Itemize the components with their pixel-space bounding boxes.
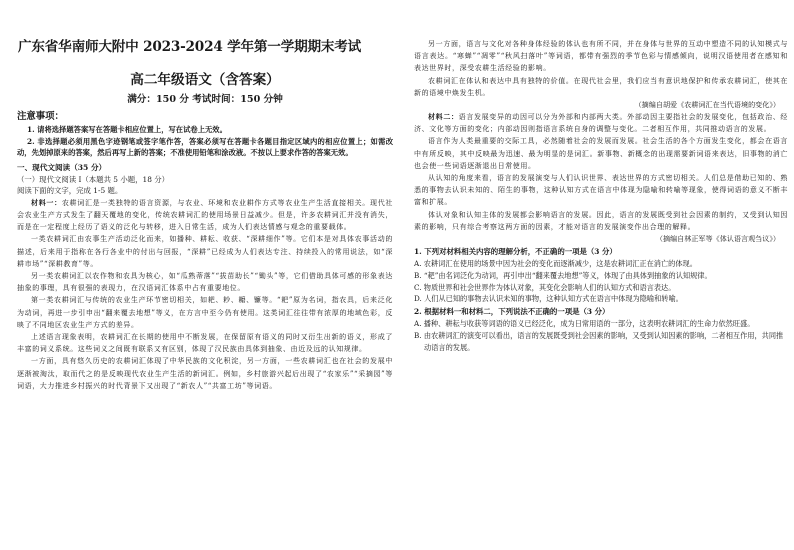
section-sub-heading: （一）现代文阅读 I（本题共 5 小题，18 分） — [17, 174, 170, 184]
note-item: 2. 非选择题必须用黑色字迹钢笔或签字笔作答，答案必须写在答题卡各题目指定区域内的相应位置上；如需改动，先划掉原来的答案，然后再写上新的答案；不准使用铅笔和涂改液。不按以上要求作答的答案无效。 — [17, 136, 393, 158]
material1-label: 材料一： — [31, 197, 62, 207]
material2-paragraph: 从认知的角度来看，语言的发展演变与人们认识世界、表达世界的方式密切相关。人们总是借助已知的、熟悉的事物去认识未知的、陌生的事物，这种认知方式在语言中体现为隐喻和转喻等现象，使得词语的意义不断丰富和扩展。 — [414, 174, 788, 207]
material2-paragraph — [414, 111, 788, 135]
question-stem: 1. 下列对材料相关内容的理解分析，不正确的一项是（3 分） — [414, 247, 617, 257]
exam-title: 广东省华南师大附中 2023-2024 学年第一学期期末考试 — [18, 39, 362, 55]
material1-paragraph — [17, 197, 393, 234]
notes-heading: 注意事项： — [17, 111, 64, 122]
note-item: 1. 请将选择题答案写在答题卡相应位置上，写在试卷上无效。 — [27, 125, 227, 134]
material1-paragraph: 另一方面，语言与文化对各种身体经验的体认也有所不同，并在身体与世界的互动中塑造不同的认知模式与语言表达。“寒蝉”“凋零”“秋风扫落叶”等词语，都带有强烈的季节色彩与情感倾向，说明汉语使用者在感知和表达世界时，深受农耕生活经验的影响。 — [414, 40, 788, 73]
material2-paragraph: 体认对象和认知主体的发展都会影响语言的发展。因此，语言的发展既受到社会因素的制约，又受到认知因素的影响，只有综合考察这两方面的因素，才能对语言的发展演变作出合理的解释。 — [414, 210, 788, 231]
material1-text: 农耕词汇是一类独特的语言资源，与农业、环境和农业耕作方式等农业生产生活直接相关。现代社会农业生产方式发生了翻天覆地的变化，传统农耕词汇的使用场景日益减少。但是，许多农耕词汇并没有消失，而是在一定程度上经历了语义的泛化与转移，进入日常生活，成为人们表达情感与观念的重要载体。 — [17, 198, 393, 232]
material2-text: 语言发展变异的动因可以分为外部和内部两大类。外部动因主要指社会的发展变化，包括政治、经济、文化等方面的变化；内部动因则指语言系统自身的调整与变化。二者相互作用，共同推动语言的发展。 — [414, 113, 788, 134]
section-instruction: 阅读下面的文字，完成 1-5 题。 — [17, 186, 123, 196]
source-citation: （摘编自林正军等《体认语言观刍议》） — [655, 234, 780, 244]
source-citation: （摘编自胡爱《农耕词汇在当代语境的变化》） — [634, 100, 780, 110]
exam-subtitle: 高二年级语文（含答案） — [130, 72, 280, 88]
material1-paragraph: 一方面，具有悠久历史的农耕词汇体现了中华民族的文化积淀，另一方面，一些农耕词汇也在社会的发展中逐渐被淘汰，取而代之的是反映现代农业生产生活的新词汇。例如，乡村旅游兴起后出现了“农家乐”“采摘园”等词语，大力推进乡村振兴的时代背景下又出现了“新农人”“共富工坊”等词语。 — [17, 357, 393, 390]
material1-paragraph: 上述语言现象表明，农耕词汇在长期的使用中不断发展，在保留原有语义的同时又衍生出新的语义，形成了丰富的词义系统。这些词义之间既有联系又有区别，体现了汉民族由具体到抽象、由近及远的认知规律。 — [17, 333, 393, 354]
question-option: A. 播种、耕耘与收获等词语的语义已经泛化，成为日常用语的一部分，这表明农耕词汇的生命力依然旺盛。 — [414, 319, 755, 329]
question-option: D. 人们从已知的事物去认识未知的事物，这种认知方式在语言中体现为隐喻和转喻。 — [414, 294, 683, 304]
exam-meta: 满分：150 分 考试时间：150 分钟 — [127, 94, 283, 105]
material2-paragraph: 语言作为人类最重要的交际工具，必然随着社会的发展而发展。社会生活的各个方面发生变化，都会在语言中有所反映，其中反映最为迅速、最为明显的是词汇。新事物、新概念的出现需要新词语来表达，旧事物的消亡也会使一些词语逐渐退出日常使用。 — [414, 137, 788, 170]
section-heading: 一、现代文阅读（35 分） — [17, 162, 107, 172]
material2-label: 材料二： — [428, 112, 459, 122]
question-option: A. 农耕词汇在使用的场景中因为社会的变化而逐渐减少，这是农耕词汇正在消亡的体现。 — [414, 259, 697, 269]
material1-paragraph: 一类农耕词汇由农事生产活动泛化而来，如播种、耕耘、收获、“深耕细作”等。它们本是对具体农事活动的描述，后来用于指称在各行各业中的付出与回报，“深耕”已经成为人们表达专注、持续投入的常用说法，如“深耕市场”“深耕教育”等。 — [17, 235, 393, 268]
material1-paragraph: 另一类农耕词汇以农作物和农具为核心，如“瓜熟蒂落”“拔苗助长”“锄头”等，它们借助具体可感的形象表达抽象的事理，具有很强的表现力，在汉语词汇体系中占有重要地位。 — [17, 272, 393, 293]
question-option: B. 由农耕词汇的演变可以看出，语言的发展既受到社会因素的影响，又受到认知因素的影响，二者相互作用，共同推动语言的发展。 — [414, 331, 784, 352]
question-option: B. “耙”由名词泛化为动词，再引申出“翻来覆去地想”等义，体现了由具体到抽象的认知规律。 — [414, 270, 712, 280]
right-column — [404, 0, 794, 550]
material1-paragraph: 农耕词汇在体认和表达中具有独特的价值。在现代社会里，我们应当有意识地保护和传承农耕词汇，使其在新的语境中焕发生机。 — [414, 76, 788, 97]
question-option: C. 物质世界和社会世界作为体认对象，其变化会影响人们的认知方式和语言表达。 — [414, 282, 676, 292]
material1-paragraph: 第一类农耕词汇与传统的农业生产环节密切相关，如耙、耖、耱、镰等。“耙”原为名词，指农具，后来泛化为动词，再进一步引申出“翻来覆去地想”等义，在方言中至今仍有使用。这类词汇往往带有浓厚的地域色彩，反映了不同地区农业生产方式的差异。 — [17, 296, 393, 329]
question-stem: 2. 根据材料一和材料二，下列说法不正确的一项是（3 分） — [414, 307, 610, 317]
